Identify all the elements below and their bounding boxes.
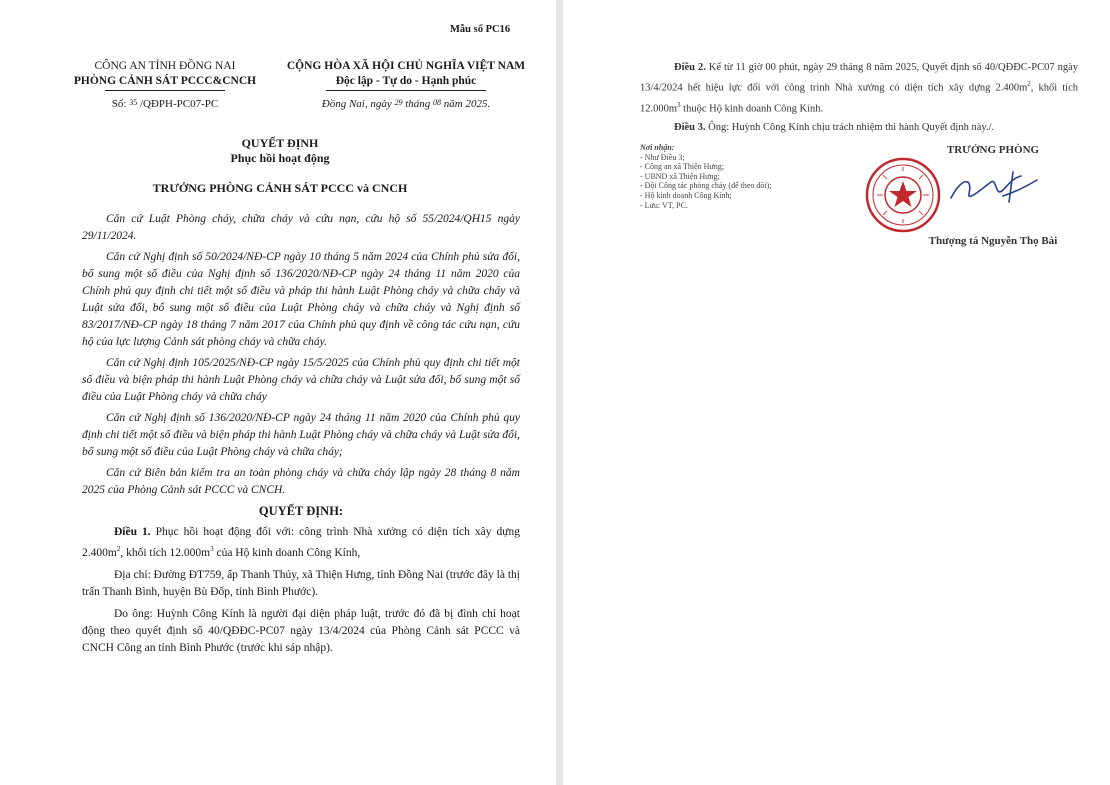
recital-1: Căn cứ Luật Phòng cháy, chữa cháy và cứu nạn, cứu hộ số 55/2024/QH15 ngày 29/11/2024.	[82, 213, 520, 242]
article-2-text: Kể từ 11 giờ 00 phút, ngày 29 tháng 8 năm 2025, Quyết định số 40/QĐĐC-PC07 ngày 13/4/2024 hết hiệu lực đối với công trình Nhà xưởng có diện tích xây dựng 2.400m	[640, 62, 1079, 94]
document-title-block	[60, 136, 500, 166]
article-2-text: , khối tích 12.000m	[640, 82, 1079, 114]
article-1-text: , khối tích 12.000m	[120, 546, 211, 559]
national-name: CỘNG HÒA XÃ HỘI CHỦ NGHĨA VIỆT NAM	[286, 60, 526, 72]
national-motto: Độc lập - Tự do - Hạnh phúc	[335, 75, 477, 87]
date-month: 08	[433, 98, 442, 107]
document-title: QUYẾT ĐỊNH	[241, 136, 319, 150]
address-paragraph: Địa chỉ: Đường ĐT759, ấp Thanh Thủy, xã Thiện Hưng, tỉnh Đồng Nai (trước đây là thị trấn Thanh Bình, huyện Bù Đốp, tỉnh Bình Phước).	[82, 568, 520, 598]
article-2-text: thuộc Hộ kinh doanh Công Kính.	[680, 103, 824, 114]
issuer-header	[60, 59, 270, 112]
number-value: 35	[129, 98, 138, 107]
date-prefix: Đồng Nai, ngày	[321, 98, 395, 110]
recipient-item: - Hộ kinh doanh Công Kính;	[640, 190, 732, 200]
article-1	[82, 524, 520, 562]
number-suffix: /QĐPH-PC07-PC	[137, 98, 219, 110]
recipient-item: - Lưu: VT, PC.	[640, 200, 688, 210]
article-3-label: Điều 3.	[674, 122, 706, 133]
document-date	[270, 97, 542, 112]
superscript: 2	[1027, 80, 1031, 88]
document-subtitle: Phục hồi hoạt động	[230, 151, 330, 165]
article-3	[640, 120, 1078, 136]
signer-name: Thượng tá Nguyễn Thọ Bài	[928, 235, 1058, 247]
authority-title: TRƯỞNG PHÒNG CẢNH SÁT PCCC và CNCH	[152, 181, 408, 195]
recital-4: Căn cứ Nghị định số 136/2020/NĐ-CP ngày 24 tháng 11 năm 2020 của Chính phủ quy định chi tiết một số điều và biện pháp thi hành Luật Phòng cháy và chữa cháy và Luật sửa đổi, bổ sung một số điều của Luật Phòng cháy và chữa cháy;	[82, 412, 520, 458]
article-2	[640, 60, 1078, 117]
recipients-heading: Nơi nhận:	[640, 143, 675, 152]
superscript: 3	[210, 545, 214, 553]
number-prefix: Số:	[111, 98, 130, 110]
document-number	[60, 97, 270, 112]
document-page-2	[563, 0, 1110, 785]
superscript: 3	[677, 100, 681, 109]
article-1-label: Điều 1.	[114, 526, 151, 538]
article-1-text: của Hộ kinh doanh Công Kính,	[213, 546, 361, 559]
date-suffix: năm 2025.	[441, 98, 491, 110]
form-number: Mẫu số PC16	[450, 24, 511, 35]
page-2-body	[640, 60, 1078, 139]
decision-heading: QUYẾT ĐỊNH:	[258, 504, 344, 518]
recital-2: Căn cứ Nghị định số 50/2024/NĐ-CP ngày 10 tháng 5 năm 2024 của Chính phủ sửa đổi, bổ sung một số điều của Nghị định số 136/2020/NĐ-CP ngày 24 tháng 11 năm 2020 của Chính phủ quy định chi tiết một số điều và pháp thi hành Luật Phòng cháy và chữa cháy và Luật sửa đổi, bổ sung một số điều của Luật Phòng cháy và chữa cháy và Nghị định số 83/2017/NĐ-CP ngày 18 tháng 7 năm 2017 của Chính phủ quy định về công tác cứu nạn, cứu hộ của lực lượng Cảnh sát phòng cháy và chữa cháy.	[82, 251, 520, 348]
article-1-text: Phục hồi hoạt động đối với: công trình Nhà xưởng có diện tích xây dựng 2.400m	[82, 526, 520, 559]
motto-rule	[326, 90, 486, 91]
signature-icon	[943, 168, 1043, 208]
document-body	[82, 211, 520, 662]
recipient-item: - Công an xã Thiện Hưng;	[640, 162, 724, 172]
superscript: 2	[116, 545, 121, 553]
recipient-item: - Như Điều 3;	[640, 152, 685, 162]
recipient-item: - UBND xã Thiện Hưng;	[640, 171, 720, 181]
date-day: 29	[394, 98, 403, 107]
issuer-department: PHÒNG CẢNH SÁT PCCC&CNCH	[73, 75, 257, 87]
date-mid: tháng	[402, 98, 434, 110]
official-seal-icon	[865, 157, 941, 233]
recipients-block	[640, 143, 870, 210]
national-header	[270, 59, 542, 112]
recital-5: Căn cứ Biên bản kiểm tra an toàn phòng cháy và chữa cháy lập ngày 28 tháng 8 năm 2025 của Phòng Cảnh sát PCCC và CNCH.	[82, 467, 520, 496]
article-3-text: Ông: Huỳnh Công Kính chịu trách nhiệm thi hành Quyết định này./.	[705, 122, 995, 133]
recital-3: Căn cứ Nghị định 105/2025/NĐ-CP ngày 15/5/2025 của Chính phủ quy định chi tiết một số điều và biện pháp thi hành Luật Phòng cháy và chữa cháy và Luật sửa đổi, bổ sung một số điều của Luật Phòng cháy và chữa cháy	[82, 357, 520, 403]
representative-paragraph: Do ông: Huỳnh Công Kính là người đại diện pháp luật, trước đó đã bị đình chỉ hoạt động theo quyết định số 40/QĐĐC-PC07 ngày 13/4/2024 của Phòng Cảnh sát PCCC và CNCH Công an tỉnh Bình Phước (trước khi sáp nhập).	[82, 607, 520, 654]
article-2-label: Điều 2.	[674, 62, 706, 73]
signer-title: TRƯỞNG PHÒNG	[946, 144, 1040, 156]
recipient-item: - Đội Công tác phòng cháy (để theo dõi);	[640, 181, 772, 191]
issuer-agency: CÔNG AN TỈNH ĐỒNG NAI	[94, 60, 236, 72]
header-rule	[105, 90, 225, 91]
